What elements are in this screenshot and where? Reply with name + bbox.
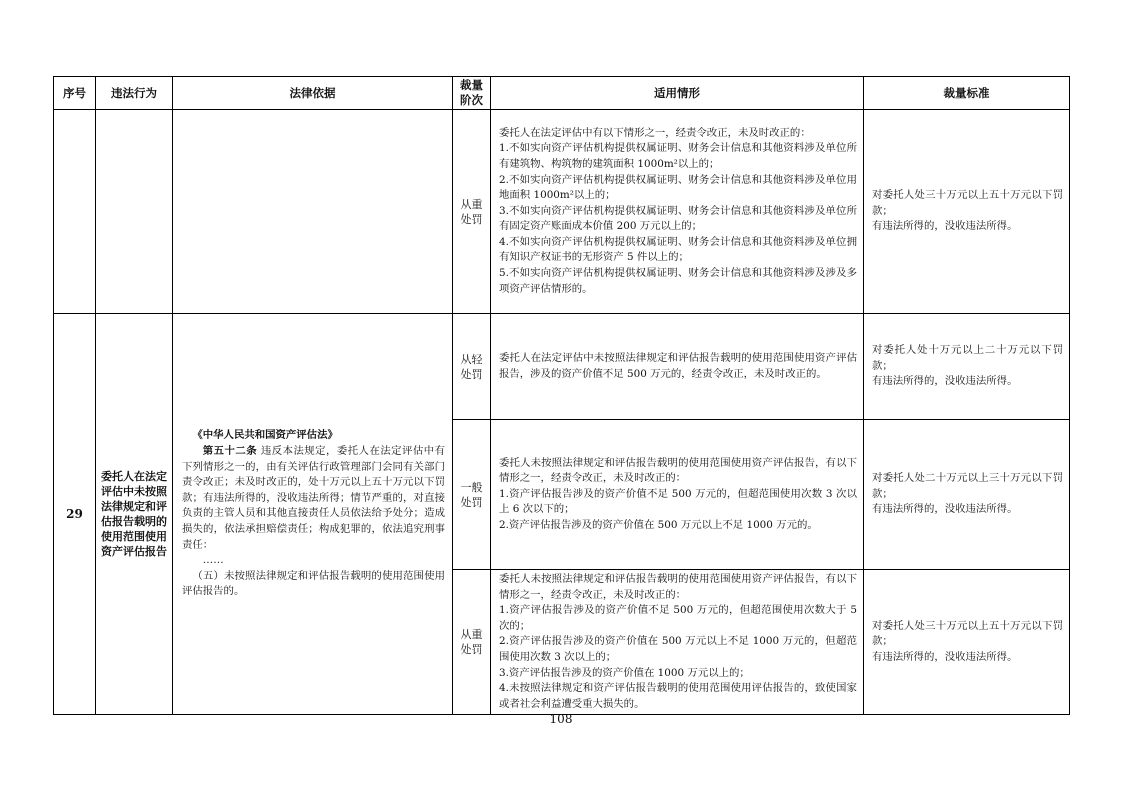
col-header-legal-basis: 法律依据 <box>173 77 453 110</box>
standard-line: 有违法所得的，没收违法所得。 <box>872 650 1018 663</box>
col-header-standard: 裁量标准 <box>864 77 1070 110</box>
cell-standard <box>864 314 1070 420</box>
table-row-continued <box>54 110 1070 314</box>
violation-behavior: 委托人在法定评估中未按照法律规定和评估报告载明的使用范围使用资产评估报告 <box>96 314 173 715</box>
col-header-no: 序号 <box>54 77 96 110</box>
cell-standard <box>864 570 1070 715</box>
situation-item: 1.资产评估报告涉及的资产价值不足 500 万元的，但超范围使用次数大于 5 次的； <box>499 604 857 632</box>
table-row-29-lenient <box>54 314 1070 420</box>
header-row <box>54 77 1070 110</box>
standard-line: 对委托人处三十万元以上五十万元以下罚款； <box>872 189 1063 217</box>
article-text: 违反本法规定，委托人在法定评估中有下列情形之一的，由有关评估行政管理部门会同有关部门责令改正；未及时改正的，处十万元以上五十万元以下罚款；有违法所得的，没收违法所得；情节严重的，对直接负责的主管人员和其他直接责任人员依法给予处分；造成损失的，依法承担赔偿责任；构成犯罪的，依法追究刑事责任： <box>182 445 446 551</box>
cell-level <box>453 314 491 420</box>
level-line2: 处罚 <box>460 643 483 657</box>
situation-item: 2.不如实向资产评估机构提供权属证明、财务会计信息和其他资料涉及单位用地面积 1000m²以上的； <box>499 173 857 202</box>
col-header-level <box>453 77 491 110</box>
situation-item: 3.不如实向资产评估机构提供权属证明、财务会计信息和其他资料涉及单位所有固定资产账面成本价值 200 万元以上的； <box>499 204 857 233</box>
law-title: 《中华人民共和国资产评估法》 <box>192 429 338 442</box>
level-line1: 从重 <box>460 628 483 642</box>
law-item: （五）未按照法律规定和评估报告载明的使用范围使用评估报告的。 <box>182 569 445 598</box>
situation-intro: 委托人未按照法律规定和评估报告载明的使用范围使用资产评估报告，有以下情形之一，经责令改正，未及时改正的： <box>499 456 857 485</box>
legal-basis-cell <box>173 314 453 715</box>
penalty-discretion-table <box>53 76 1070 715</box>
article-number: 第五十二条 <box>202 445 258 457</box>
situation-item: 1.资产评估报告涉及的资产价值不足 500 万元的，但超范围使用次数 3 次以上 6 次以下的； <box>499 487 857 516</box>
col-header-behavior: 违法行为 <box>96 77 173 110</box>
cell-law-empty <box>173 110 453 314</box>
level-line2: 处罚 <box>460 367 483 381</box>
cell-situation <box>491 420 864 570</box>
situation-item: 4.未按照法律规定和资产评估报告载明的使用范围使用评估报告的，致使国家或者社会利益遭受重大损失的。 <box>499 682 857 710</box>
page-number: 108 <box>549 712 573 726</box>
standard-line: 对委托人处三十万元以上五十万元以下罚款； <box>872 619 1063 648</box>
col-header-situation: 适用情形 <box>491 77 864 110</box>
cell-level <box>453 110 491 314</box>
law-ellipsis: …… <box>202 554 224 567</box>
situation-item: 5.不如实向资产评估机构提供权属证明、财务会计信息和其他资料涉及涉及多项资产评估情形的。 <box>499 267 857 295</box>
cell-standard <box>864 420 1070 570</box>
law-article <box>182 444 445 553</box>
col-header-level-line1: 裁量 <box>460 78 483 92</box>
cell-no-empty <box>54 110 96 314</box>
situation-item: 2.资产评估报告涉及的资产价值在 500 万元以上不足 1000 万元的，但超范围使用次数 3 次以上的； <box>499 635 857 663</box>
situation-item: 3.资产评估报告涉及的资产价值在 1000 万元以上的； <box>499 666 750 679</box>
level-line1: 从重 <box>460 197 483 211</box>
standard-line: 对委托人处二十万元以上三十万元以下罚款； <box>872 472 1063 500</box>
level-line2: 处罚 <box>460 212 483 226</box>
cell-situation <box>491 110 864 314</box>
cell-standard <box>864 110 1070 314</box>
situation-item: 1.不如实向资产评估机构提供权属证明、财务会计信息和其他资料涉及单位所有建筑物、构筑物的建筑面积 1000m²以上的； <box>499 142 857 170</box>
cell-situation <box>491 570 864 715</box>
standard-line: 对委托人处十万元以上二十万元以下罚款； <box>872 344 1063 372</box>
standard-line: 有违法所得的，没收违法所得。 <box>872 220 1018 233</box>
row-number: 29 <box>54 314 96 715</box>
cell-situation <box>491 314 864 420</box>
level-line1: 从轻 <box>460 352 483 366</box>
situation-intro: 委托人在法定评估中未按照法律规定和评估报告载明的使用范围使用资产评估报告，涉及的资产价值不足 500 万元的，经责令改正，未及时改正的。 <box>499 351 857 380</box>
cell-level <box>453 420 491 570</box>
cell-behavior-empty <box>96 110 173 314</box>
col-header-level-line2: 阶次 <box>460 93 483 107</box>
standard-line: 有违法所得的，没收违法所得。 <box>872 503 1018 516</box>
situation-item: 2.资产评估报告涉及的资产价值在 500 万元以上不足 1000 万元的。 <box>499 518 818 531</box>
situation-item: 4.不如实向资产评估机构提供权属证明、财务会计信息和其他资料涉及单位拥有知识产权证书的无形资产 5 件以上的； <box>499 235 857 264</box>
level-line1: 一般 <box>460 480 483 494</box>
level-line2: 处罚 <box>460 495 483 509</box>
situation-intro: 委托人未按照法律规定和评估报告载明的使用范围使用资产评估报告，有以下情形之一，经责令改正，未及时改正的： <box>499 573 857 601</box>
situation-intro: 委托人在法定评估中有以下情形之一，经责令改正，未及时改正的： <box>499 126 811 139</box>
standard-line: 有违法所得的，没收违法所得。 <box>872 375 1018 388</box>
cell-level <box>453 570 491 715</box>
